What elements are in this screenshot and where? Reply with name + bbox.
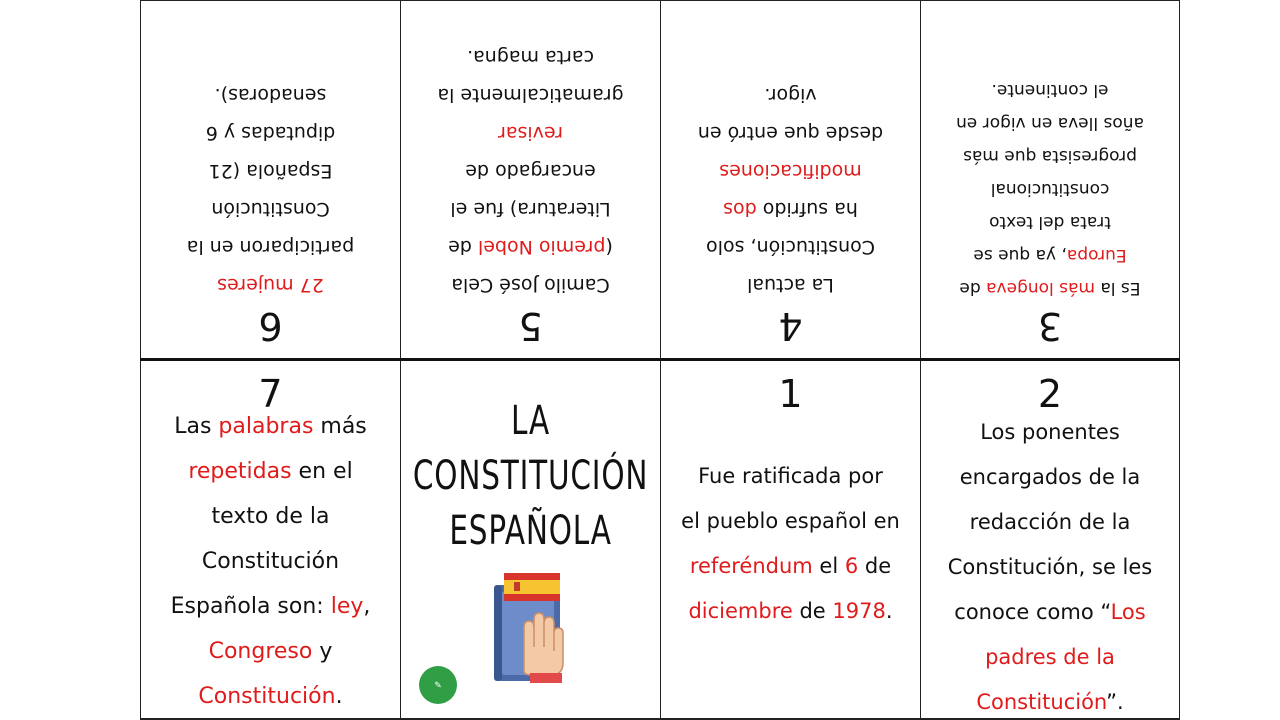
card-number: 7: [258, 372, 283, 416]
card-text-segment: participaron en la Constitución Española (21 diputadas y 6 senadoras).: [186, 84, 355, 258]
card-text-segment: La actual Constitución, solo ha sufrido: [706, 198, 875, 296]
highlight-text: revisar: [498, 122, 563, 144]
card-text-segment: Las: [174, 414, 219, 439]
card-text-segment: y: [319, 639, 333, 664]
card-text-segment: el: [812, 554, 845, 578]
card-number: 5: [518, 304, 543, 348]
card-text: [171, 404, 371, 719]
bottom-row: [140, 360, 1180, 720]
highlight-text: ley: [330, 594, 364, 619]
highlight-text: diciembre: [688, 599, 793, 623]
title-line-2: CONSTITUCIÓN: [412, 453, 649, 499]
highlight-text: premio Nobel: [477, 236, 606, 258]
teacher-logo-icon: ✎: [419, 666, 457, 704]
card-4: [660, 0, 920, 360]
middle-divider: [140, 358, 1180, 361]
card-text-segment: .: [885, 599, 893, 623]
hand-on-constitution-book-icon: [486, 567, 576, 687]
card-number: 3: [1037, 304, 1063, 348]
card-text: [681, 454, 900, 634]
card-text-segment: Los ponentes encargados de la redacción de la Constitución, se les conoce como “: [947, 420, 1153, 624]
card-text: [948, 410, 1153, 720]
card-text: [698, 76, 883, 304]
highlight-text: 6: [844, 554, 859, 578]
card-number: 1: [778, 372, 803, 416]
highlight-text: repetidas: [188, 459, 292, 484]
bottom-border: [140, 718, 1180, 720]
card-text-segment: ”.: [1106, 690, 1124, 714]
card-text-segment: gramaticalmente la carta magna.: [437, 46, 624, 106]
page-title: [413, 394, 648, 559]
highlight-text: dos modificaciones: [719, 160, 862, 220]
card-text: [956, 73, 1144, 304]
card-text-segment: Camilo José Cela (: [451, 236, 613, 296]
title-line-3: ESPAÑOLA: [449, 508, 612, 554]
card-text-segment: de: [959, 278, 981, 298]
highlight-text: Constitución: [198, 684, 336, 709]
card-number: 4: [778, 304, 803, 348]
card-3: [920, 0, 1180, 360]
highlight-text: referéndum: [689, 554, 813, 578]
card-text-segment: de: [792, 599, 833, 623]
highlight-text: más longeva: [986, 278, 1095, 298]
highlight-text: 1978: [832, 599, 886, 623]
card-text-segment: Es la: [1095, 278, 1141, 298]
card-text-segment: en el texto de la Constitución Española son:: [170, 459, 353, 619]
card-text-segment: ,: [363, 594, 371, 619]
card-5: [400, 0, 660, 360]
highlight-text: Los padres de la Constitución: [976, 600, 1146, 714]
highlight-text: Congreso: [208, 639, 313, 664]
card-text-segment: .: [335, 684, 343, 709]
card-number: 2: [1037, 372, 1063, 416]
card-text: [187, 76, 354, 304]
card-6: [140, 0, 400, 360]
card-2: [920, 360, 1180, 720]
title-line-1: LA: [511, 398, 551, 444]
card-text-segment: , ya que se trata del texto constitucional progresista que más años lleva en vigor en el continente.: [956, 80, 1144, 265]
highlight-text: 27 mujeres: [217, 274, 324, 296]
card-text-segment: desde que entró en vigor.: [697, 84, 884, 144]
highlight-text: palabras: [218, 414, 314, 439]
card-text-segment: de Literatura) fue el encargado de: [448, 160, 611, 258]
card-text: [437, 38, 623, 304]
card-number: 6: [258, 304, 283, 348]
highlight-text: Europa: [1066, 245, 1127, 265]
card-text-segment: más: [320, 414, 367, 439]
card-text-segment: de: [864, 554, 892, 578]
card-7: [140, 360, 400, 720]
top-row: [140, 0, 1180, 360]
card-1: [660, 360, 920, 720]
center-title-card: [400, 360, 660, 720]
card-text-segment: Fue ratificada por el pueblo español en: [681, 464, 900, 533]
spain-flag-icon: [504, 573, 560, 601]
